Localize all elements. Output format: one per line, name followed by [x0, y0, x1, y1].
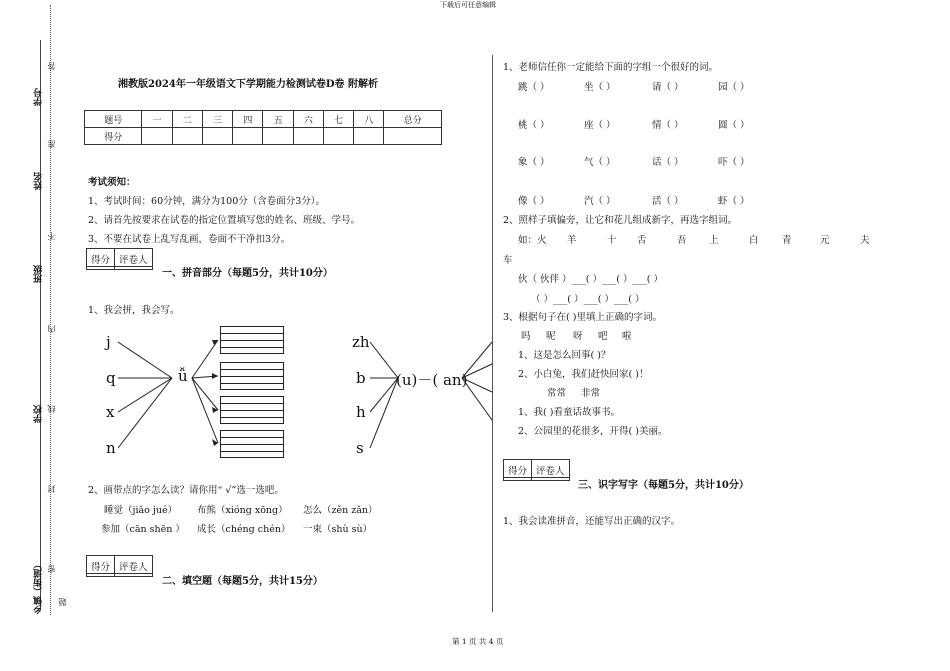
word-blank[interactable]: 桃（ ） [518, 120, 550, 131]
seal-char: 密 [47, 565, 56, 573]
example-char: 舌 [637, 235, 647, 246]
word-option: 呀 [573, 331, 583, 342]
example-char: 羊 [567, 235, 577, 246]
word-blank[interactable]: 座（ ） [584, 120, 616, 131]
score-table-cell: 总分 [384, 111, 442, 128]
score-table-cell: 四 [233, 111, 263, 128]
example-char: 车 [503, 255, 513, 266]
pinyin-initial: x [106, 403, 115, 421]
question-text: 3、根据句子在( )里填上正确的字词。 [503, 312, 662, 323]
reading-choice[interactable]: 睡觉（jiǎo jué） [104, 505, 178, 516]
seal-char: 准 [47, 140, 56, 148]
word-blank[interactable]: 请（ ） [652, 82, 684, 93]
seal-char: 题 [58, 598, 67, 606]
word-blank[interactable]: 虾（ ） [718, 196, 750, 207]
margin-label-class: 班级 [34, 265, 44, 283]
example-char: 青 [782, 235, 792, 246]
notice-heading: 考试须知： [88, 177, 136, 188]
margin-label-name: 姓名 [34, 172, 44, 190]
score-table-cell: 八 [354, 111, 384, 128]
grader-score-label: 得分 [91, 562, 111, 573]
seal-char: 线 [47, 405, 56, 413]
notice-item: 2、请首先按要求在试卷的指定位置填写您的姓名、班级、学号。 [88, 215, 361, 226]
writing-grid-box[interactable] [220, 430, 284, 458]
sentence-blank[interactable]: 2、小白兔，我们赶快回家( )！ [518, 369, 649, 380]
margin-label-student-id: 学号 [34, 88, 44, 106]
example-char: 十 [607, 235, 617, 246]
grader-box-blank [503, 477, 569, 478]
score-table-cell: 题号 [85, 111, 142, 128]
seal-char: 不 [47, 232, 56, 240]
question-text: 1、我会读准拼音，还能写出正确的汉字。 [503, 516, 681, 527]
grader-score-label: 得分 [91, 255, 111, 266]
reading-choice[interactable]: 成长（chéng chén） [197, 524, 291, 535]
question-text: 2、画带点的字怎么读？请你用“ √”选一选吧。 [88, 485, 284, 496]
reading-choice[interactable]: 参加（cān shēn ） [101, 524, 185, 535]
word-blank[interactable]: 坐（ ） [584, 82, 616, 93]
reading-choice[interactable]: 怎么（zěn zǎn） [303, 505, 378, 516]
question-text: 1、我会拼，我会写。 [88, 305, 180, 316]
score-table-cell: 二 [172, 111, 202, 128]
grader-score-label: 得分 [508, 466, 528, 477]
page-footer: 第 1 页 共 4 页 [452, 637, 504, 646]
pinyin-final-group: (u)－( an) [396, 371, 468, 389]
word-blank[interactable]: 情（ ） [652, 120, 684, 131]
grader-box-blank [86, 573, 152, 574]
page-title: 湘教版2024年一年级语文下学期能力检测试卷D卷 附解析 [118, 79, 378, 90]
word-blank[interactable]: 圆（ ） [718, 120, 750, 131]
seal-char: 内 [47, 325, 56, 333]
pinyin-initial: zh [352, 333, 370, 351]
word-option: 非常 [581, 388, 601, 399]
word-option: 吧 [598, 331, 608, 342]
word-blank[interactable]: 象（ ） [518, 157, 550, 168]
score-table-cell: 三 [202, 111, 232, 128]
word-option: 常常 [547, 388, 567, 399]
word-blank[interactable]: 活（ ） [652, 196, 684, 207]
word-blank[interactable]: 气（ ） [584, 157, 616, 168]
grader-reviewer-label: 评卷人 [114, 249, 152, 269]
score-table-cell: 五 [263, 111, 293, 128]
margin-label-school: 学校 [34, 405, 44, 423]
sentence-blank[interactable]: 1、我( )看童话故事书。 [518, 407, 620, 418]
notice-item: 1、考试时间：60分钟，满分为100分（含卷面分3分）。 [88, 196, 326, 207]
reading-choice[interactable]: 一束（shù sù） [303, 524, 373, 535]
writing-grid-box[interactable] [220, 362, 284, 390]
sentence-blank[interactable]: 1、这是怎么回事( )？ [518, 350, 611, 361]
pinyin-final: ǚ [178, 367, 188, 385]
pinyin-initial: s [356, 439, 364, 457]
example-label: 如： [518, 235, 538, 246]
grader-reviewer-label: 评卷人 [531, 460, 569, 480]
word-blank[interactable]: 园（ ） [718, 82, 750, 93]
grader-reviewer-label: 评卷人 [114, 556, 152, 576]
score-table-cell: 得分 [85, 128, 142, 145]
word-blank[interactable]: 吓（ ） [718, 157, 750, 168]
example-char: 火 [537, 235, 547, 246]
score-table-cell: 一 [142, 111, 172, 128]
seal-char: 答 [47, 62, 56, 70]
word-option: 啦 [622, 331, 632, 342]
reading-choice[interactable]: 布熊（xióng xōng） [197, 505, 288, 516]
word-blank[interactable]: 跳（ ） [518, 82, 550, 93]
section-title: 二、填空题（每题5分，共计15分） [162, 576, 323, 587]
section-title: 一、拼音部分（每题5分，共计10分） [162, 268, 333, 279]
question-text: 2、照样子填偏旁，让它和花儿组成新字，再选字组词。 [503, 215, 738, 226]
word-blank[interactable]: 汽（ ） [584, 196, 616, 207]
writing-grid-box[interactable] [220, 326, 284, 354]
example-char: 元 [820, 235, 830, 246]
word-blank[interactable]: 像（ ） [518, 196, 550, 207]
pinyin-initial: q [106, 369, 116, 387]
sentence-blank[interactable]: 2、公园里的花很多，开得( )美丽。 [518, 426, 668, 437]
section-title: 三、识字写字（每题5分，共计10分） [578, 480, 749, 491]
word-option: 呢 [546, 331, 556, 342]
word-option: 吗 [521, 331, 531, 342]
example-char: 夫 [860, 235, 870, 246]
example-char: 上 [709, 235, 719, 246]
writing-grid-box[interactable] [220, 396, 284, 424]
notice-item: 3、不要在试卷上乱写乱画，卷面不干净扣3分。 [88, 234, 291, 245]
margin-label-township: 乡镇（街道） [34, 560, 44, 614]
pinyin-initial: n [106, 439, 116, 457]
example-char: 吾 [677, 235, 687, 246]
fill-row[interactable]: （ ）___( ）___( ）___( ） [531, 294, 645, 305]
header-note: 下载后可任意编辑 [440, 1, 496, 9]
score-table-cell: 六 [293, 111, 323, 128]
example-char: 白 [749, 235, 759, 246]
fill-row[interactable]: 伙（ 伙伴 ）___( ）___( ）___( ） [518, 274, 663, 285]
pinyin-initial: h [356, 403, 366, 421]
word-blank[interactable]: 话（ ） [652, 157, 684, 168]
question-text: 1、老师信任你一定能给下面的字组一个很好的词。 [503, 62, 719, 73]
seal-char: 封 [47, 485, 56, 493]
pinyin-initial: b [356, 369, 366, 387]
score-table-cell: 七 [323, 111, 353, 128]
pinyin-initial: j [106, 333, 111, 351]
